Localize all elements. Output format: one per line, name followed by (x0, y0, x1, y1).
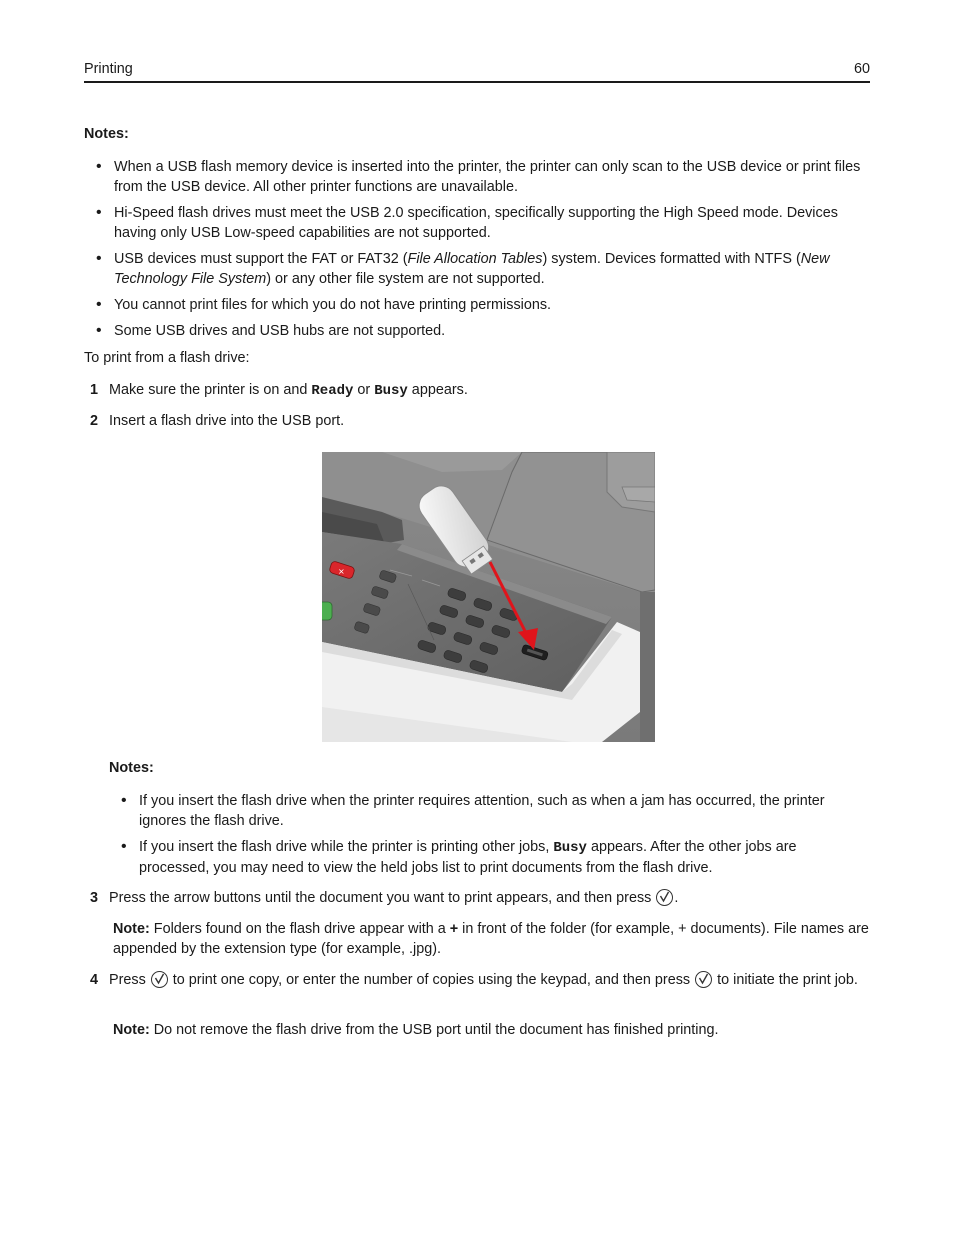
check-icon (151, 971, 168, 988)
step-text-part: appears. (407, 382, 468, 398)
step-4 (84, 970, 870, 990)
note-label: Note: (113, 921, 150, 937)
list-item (109, 837, 870, 878)
list-item: • If you insert the flash drive when the printer requires attention, such as when a jam has occurred, the printer ignores the flash drive. (109, 791, 870, 831)
step-number: 4 (90, 972, 99, 988)
note-text: If you insert the flash drive while the printer is printing other jobs, (139, 839, 554, 855)
step-text-part: or (353, 382, 375, 398)
notes-heading: Notes: (84, 126, 129, 142)
step-2 (84, 411, 870, 431)
step-text (109, 970, 870, 990)
notes-heading: Notes: (109, 760, 154, 776)
step-text (109, 888, 870, 908)
plus-sign: + (449, 921, 459, 937)
running-header-section: Printing (84, 61, 133, 77)
step-number: 3 (90, 890, 99, 906)
note-text: ) or any other file system are not supported. (266, 271, 545, 287)
note-do-not-remove (113, 1020, 870, 1040)
list-item: • When a USB flash memory device is inserted into the printer, the printer can only scan to the USB device or print files from the USB device. All other printer functions are unavailable. (84, 157, 870, 197)
step-text-part: Press (109, 972, 150, 988)
note-text: appears. After the other jobs are processed, you may need to view the held jobs list to print documents from the flash drive. (139, 839, 797, 876)
step-text: Insert a flash drive into the USB port. (109, 413, 345, 429)
note-folders (113, 919, 870, 959)
step-1 (84, 380, 870, 401)
list-item: • Hi-Speed flash drives must meet the USB 2.0 specification, specifically supporting the High Speed mode. Devices having only USB Low-speed capabilities are not supported. (84, 203, 870, 243)
step-text-part: . (674, 890, 679, 906)
notes-list (84, 157, 870, 347)
note-text: USB devices must support the FAT or FAT32 ( (114, 251, 408, 267)
step-text (109, 380, 870, 401)
note-term: File Allocation Tables (407, 251, 543, 267)
usb-insert-illustration (322, 452, 655, 742)
svg-text:×: × (338, 567, 345, 576)
step-text-part: Press the arrow buttons until the document you want to print appears, and then press (109, 890, 656, 906)
display-message-ready: Ready (311, 383, 354, 399)
header-rule (84, 81, 870, 83)
note-label: Note: (113, 1022, 150, 1038)
check-icon (656, 889, 673, 906)
check-icon (695, 971, 712, 988)
list-item (84, 249, 870, 289)
note-text: Folders found on the flash drive appear with a (149, 921, 450, 937)
notes-list (109, 791, 870, 884)
procedure-intro: To print from a flash drive: (84, 350, 250, 366)
list-item: • Some USB drives and USB hubs are not supported. (84, 321, 870, 341)
step-3 (84, 888, 870, 908)
note-term: New Technology File System (114, 251, 830, 287)
note-text: Do not remove the flash drive from the USB port until the document has finished printing. (149, 1022, 719, 1038)
step-text-part: to initiate the print job. (713, 972, 858, 988)
note-text: ) system. Devices formatted with NTFS ( (542, 251, 801, 267)
display-message-busy: Busy (374, 383, 408, 399)
list-item: • You cannot print files for which you do not have printing permissions. (84, 295, 870, 315)
step-text-part: to print one copy, or enter the number of copies using the keypad, and then press (168, 972, 695, 988)
step-text-part: Make sure the printer is on and (109, 382, 312, 398)
step-number: 1 (90, 382, 99, 398)
display-message-busy: Busy (553, 840, 587, 856)
page-number: 60 (853, 61, 870, 77)
step-number: 2 (90, 413, 99, 429)
note-text: in front of the folder (for example, + documents). File names are appended by the extension type (for example, .jpg). (113, 921, 869, 957)
